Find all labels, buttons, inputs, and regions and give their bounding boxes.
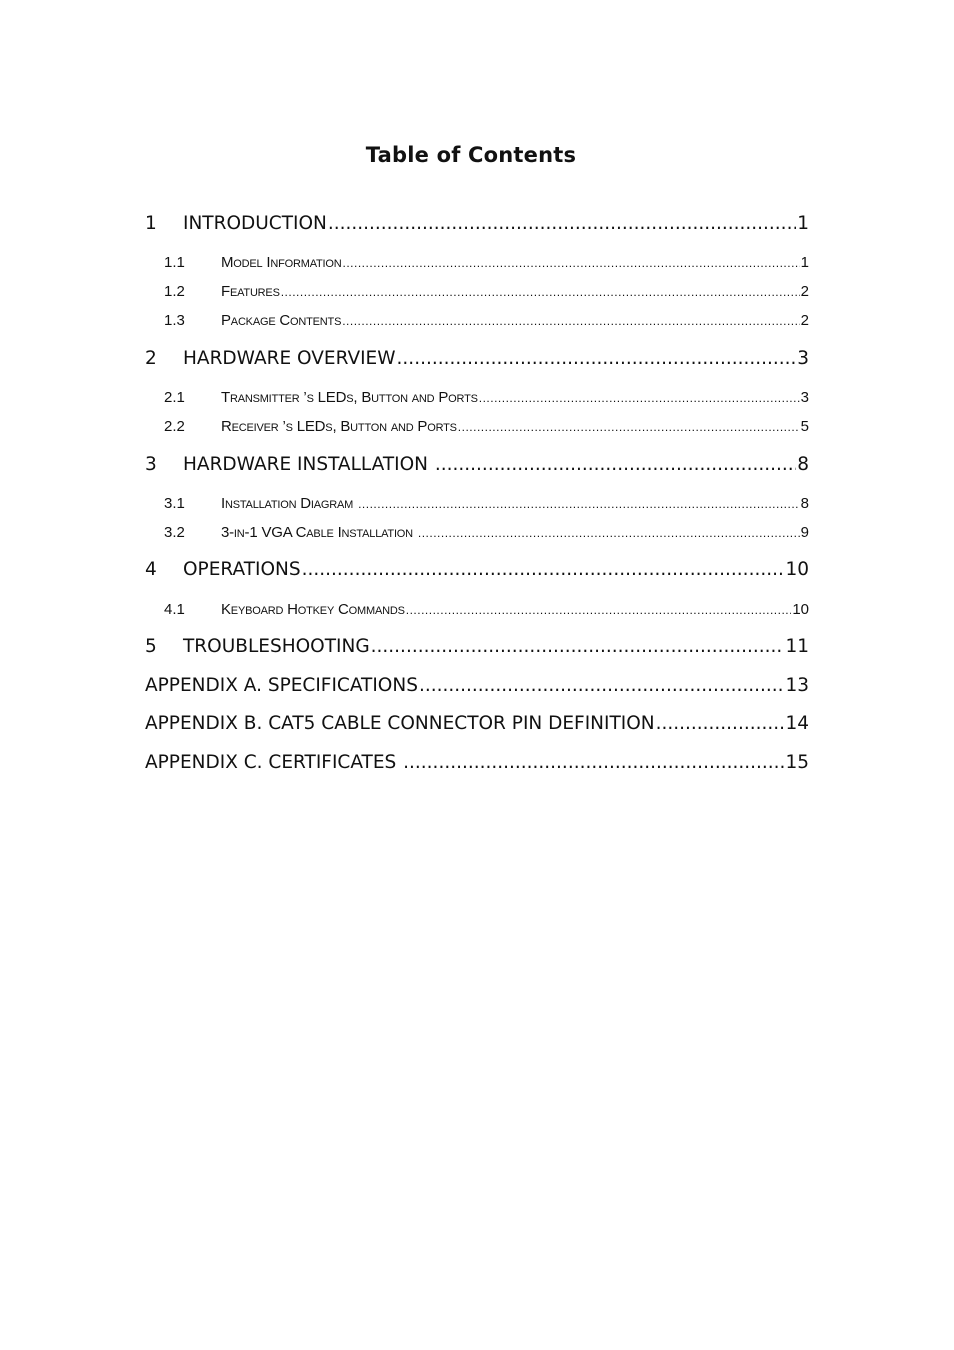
toc-entry-label: Transmitter ’s LEDs, Button and Ports <box>221 389 478 406</box>
page-title: Table of Contents <box>365 143 577 167</box>
toc-leader-dots <box>342 314 799 328</box>
toc-leader-dots <box>302 559 785 580</box>
toc-entry-2[interactable] <box>145 348 809 374</box>
toc-entry-page: 9 <box>800 524 809 541</box>
toc-entry-number: 1 <box>145 213 157 234</box>
toc-entry-1-1[interactable] <box>164 254 809 276</box>
toc-entry-4[interactable] <box>145 559 809 585</box>
toc-entry-page: 1 <box>797 213 809 234</box>
toc-leader-dots <box>403 752 784 773</box>
toc-entry-page: 8 <box>800 495 809 512</box>
toc-leader-dots <box>358 497 800 511</box>
toc-leader-dots <box>458 420 800 434</box>
toc-leader-dots <box>656 713 785 734</box>
toc-leader-dots <box>435 454 796 475</box>
toc-entry-number: 1.1 <box>164 254 185 271</box>
toc-entry-1-2[interactable] <box>164 283 809 305</box>
toc-entry-label: Receiver ’s LEDs, Button and Ports <box>221 418 457 435</box>
toc-entry-label: TROUBLESHOOTING <box>183 636 370 657</box>
toc-entry-2-2[interactable] <box>164 418 809 440</box>
toc-leader-dots <box>343 256 800 270</box>
toc-entry-3-2[interactable] <box>164 524 809 546</box>
toc-entry-number: 2 <box>145 348 157 369</box>
toc-entry-page: 1 <box>800 254 809 271</box>
toc-entry-label: HARDWARE OVERVIEW <box>183 348 396 369</box>
toc-leader-dots <box>328 213 796 234</box>
toc-entry-label: Model Information <box>221 254 342 271</box>
toc-entry-label: Keyboard Hotkey Commands <box>221 601 405 618</box>
toc-entry-page: 2 <box>800 283 809 300</box>
toc-entry-page: 5 <box>800 418 809 435</box>
toc-entry-page: 2 <box>800 312 809 329</box>
toc-entry-label: HARDWARE INSTALLATION <box>183 454 434 475</box>
toc-leader-dots <box>371 636 785 657</box>
toc-entry-label: 3-in-1 VGA Cable Installation <box>221 524 417 541</box>
toc-entry-label: OPERATIONS <box>183 559 301 580</box>
toc-entry-page: 10 <box>792 601 809 618</box>
toc-entry-label: Installation Diagram <box>221 495 358 512</box>
toc-leader-dots <box>281 285 800 299</box>
toc-entry-label: Package Contents <box>221 312 342 329</box>
toc-leader-dots <box>479 391 800 405</box>
toc-entry-label: APPENDIX A. SPECIFICATIONS <box>145 675 418 696</box>
toc-leader-dots <box>397 348 797 369</box>
toc-entry-number: 5 <box>145 636 157 657</box>
toc-leader-dots <box>419 675 785 696</box>
toc-leader-dots <box>406 603 792 617</box>
toc-entry-appendix-b[interactable] <box>145 713 809 739</box>
toc-entry-1[interactable] <box>145 213 809 239</box>
toc-entry-number: 4.1 <box>164 601 185 618</box>
toc-entry-number: 1.2 <box>164 283 185 300</box>
toc-entry-page: 3 <box>800 389 809 406</box>
toc-entry-5[interactable] <box>145 636 809 662</box>
toc-entry-2-1[interactable] <box>164 389 809 411</box>
toc-entry-appendix-a[interactable] <box>145 675 809 701</box>
toc-entry-page: 10 <box>785 559 809 580</box>
toc-entry-label: Features <box>221 283 280 300</box>
toc-leader-dots <box>418 526 800 540</box>
toc-entry-page: 14 <box>785 713 809 734</box>
toc-entry-number: 1.3 <box>164 312 185 329</box>
toc-entry-page: 8 <box>797 454 809 475</box>
toc-entry-appendix-c[interactable] <box>145 752 809 778</box>
toc-entry-page: 3 <box>797 348 809 369</box>
toc-entry-number: 3.2 <box>164 524 185 541</box>
toc-entry-page: 11 <box>785 636 809 657</box>
toc-entry-page: 15 <box>785 752 809 773</box>
toc-entry-label: INTRODUCTION <box>183 213 327 234</box>
toc-entry-number: 2.1 <box>164 389 185 406</box>
toc-entry-page: 13 <box>785 675 809 696</box>
toc-entry-number: 3 <box>145 454 157 475</box>
toc-entry-label: APPENDIX B. CAT5 CABLE CONNECTOR PIN DEFINITION <box>145 713 655 734</box>
toc-entry-number: 3.1 <box>164 495 185 512</box>
toc-entry-label: APPENDIX C. CERTIFICATES <box>145 752 403 773</box>
toc-entry-number: 2.2 <box>164 418 185 435</box>
toc-entry-1-3[interactable] <box>164 312 809 334</box>
toc-entry-number: 4 <box>145 559 157 580</box>
toc-entry-3[interactable] <box>145 454 809 480</box>
toc-entry-3-1[interactable] <box>164 495 809 517</box>
toc-entry-4-1[interactable] <box>164 601 809 623</box>
